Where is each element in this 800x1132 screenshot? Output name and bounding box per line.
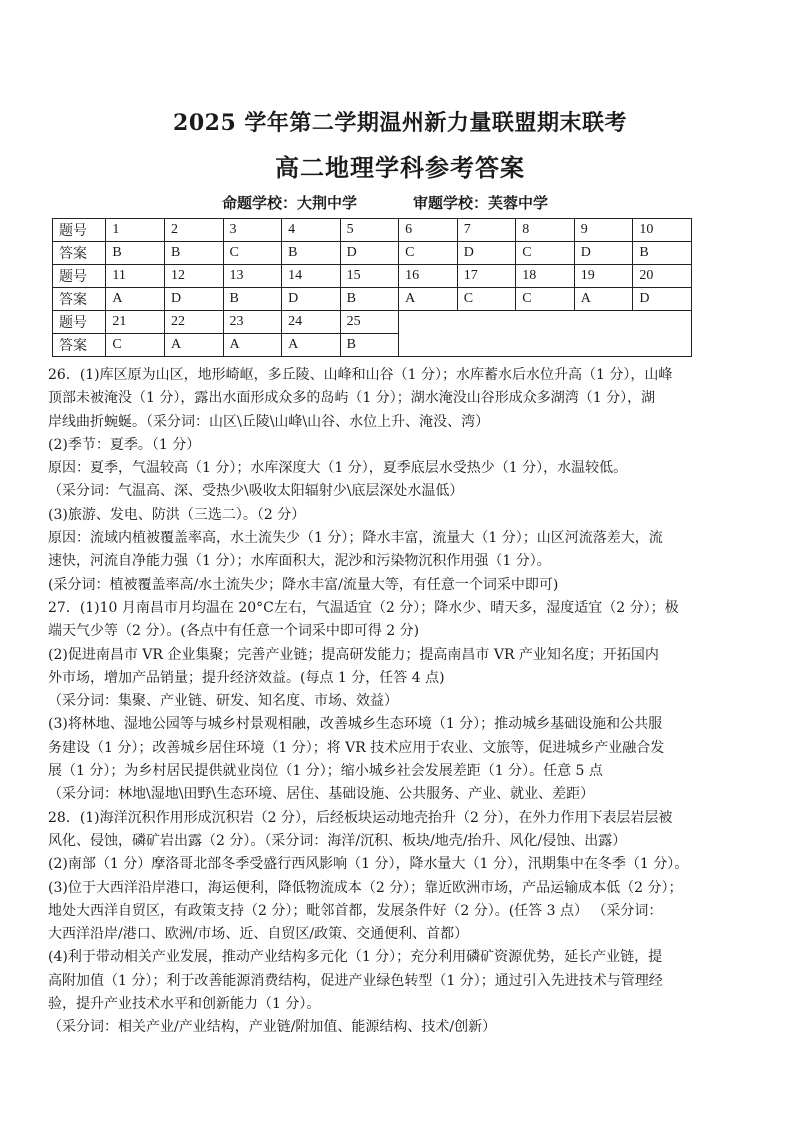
answer-cell: A [164, 334, 223, 357]
question-number-cell: 4 [282, 219, 341, 242]
answer-line: 26．(1)库区原为山区，地形崎岖，多丘陵、山峰和山谷（1 分）；水库蓄水后水位升高（1 分），山峰 [48, 367, 673, 383]
question-number-row [53, 311, 692, 334]
answer-explanations [48, 364, 752, 1040]
question-number-cell: 2 [164, 219, 223, 242]
empty-cell [574, 311, 633, 334]
answer-line: (3)位于大西洋沿岸港口，海运便利，降低物流成本（2 分）；靠近欧洲市场，产品运输成本低（2 分）； [48, 879, 683, 896]
empty-cell [399, 334, 458, 357]
answer-row [53, 334, 692, 357]
question-label-cell: 题号 [53, 311, 106, 334]
answer-cell: D [457, 242, 516, 265]
answer-line: 28．(1)海洋沉积作用形成沉积岩（2 分），后经板块运动地壳抬升（2 分），在外力作用下表层岩层被 [48, 809, 673, 826]
question-number-cell: 3 [223, 219, 282, 242]
answer-row [53, 288, 692, 311]
answer-cell: B [340, 334, 399, 357]
answer-cell: B [282, 242, 341, 265]
empty-cell [574, 334, 633, 357]
answer-line: 展（1 分）；为乡村居民提供就业岗位（1 分）；缩小城乡社会发展差距（1 分）。任意 5 点 [48, 763, 603, 780]
question-number-cell: 22 [164, 311, 223, 334]
answer-line: 原因：流域内植被覆盖率高，水土流失少（1 分）；降水丰富，流量大（1 分）；山区河流落差大，流 [48, 530, 663, 547]
answer-line: 岸线曲折蜿蜒。（采分词：山区\丘陵\山峰\山谷、水位上升、淹没、湾） [48, 413, 490, 430]
question-number-cell: 5 [340, 219, 399, 242]
answer-line: 大西洋沿岸/港口、欧洲/市场、近、自贸区/政策、交通便利、首都） [48, 926, 469, 943]
answer-cell: C [516, 242, 575, 265]
answer-cell: D [282, 288, 341, 311]
answer-line: (2)季节：夏季。（1 分） [48, 436, 201, 453]
answer-line: （采分词：气温高、深、受热少\吸收太阳辐射少\底层深处水温低） [48, 483, 464, 500]
question-number-cell: 6 [399, 219, 458, 242]
answer-row [53, 242, 692, 265]
answer-cell: C [516, 288, 575, 311]
answer-cell: C [106, 334, 165, 357]
question-number-cell: 14 [282, 265, 341, 288]
answer-line: 端天气少等（2 分）。(各点中有任意一个词采中即可得 2 分) [48, 623, 420, 640]
question-number-cell: 19 [574, 265, 633, 288]
answer-line: (3)将林地、湿地公园等与城乡村景观相融，改善城乡生态环境（1 分）；推动城乡基础设施和公共服 [48, 716, 663, 733]
empty-cell [399, 311, 458, 334]
reviewer-school: 审题学校：芙蓉中学 [413, 194, 549, 212]
answer-line: （采分词：集聚、产业链、研发、知名度、市场、效益） [48, 693, 398, 710]
empty-cell [516, 334, 575, 357]
answer-cell: C [399, 242, 458, 265]
answer-cell: A [282, 334, 341, 357]
answer-cell: A [399, 288, 458, 311]
answer-cell: A [106, 288, 165, 311]
question-number-cell: 9 [574, 219, 633, 242]
answer-line: 验，提升产业技术水平和创新能力（1 分）。 [48, 996, 321, 1013]
page-title: 2025 学年第二学期温州新力量联盟期末联考 [173, 110, 627, 136]
answer-cell: D [340, 242, 399, 265]
question-number-cell: 18 [516, 265, 575, 288]
answer-line: 地处大西洋自贸区，有政策支持（2 分）；毗邻首都，发展条件好（2 分）。(任答 3 点） （采分词： [48, 902, 663, 919]
answer-line: 原因：夏季，气温较高（1 分）；水库深度大（1 分），夏季底层水受热少（1 分），水温较低。 [48, 460, 628, 477]
answer-line: 高附加值（1 分）；利于改善能源消费结构，促进产业绿色转型（1 分）；通过引入先进技术与管理经 [48, 972, 663, 989]
empty-cell [457, 311, 516, 334]
question-label-cell: 题号 [53, 219, 106, 242]
answer-line: (2)南部（1 分）摩洛哥北部冬季受盛行西风影响（1 分），降水量大（1 分），汛期集中在冬季（1 分）。 [48, 856, 689, 873]
answer-line: (3)旅游、发电、防洪（三选二）。（2 分） [48, 506, 306, 523]
page-subtitle: 高二地理学科参考答案 [275, 153, 525, 182]
answer-label-cell: 答案 [53, 242, 106, 265]
question-number-cell: 10 [633, 219, 692, 242]
question-label-cell: 题号 [53, 265, 106, 288]
answer-cell: A [574, 288, 633, 311]
answer-line: 顶部未被淹没（1 分），露出水面形成众多的岛屿（1 分）；湖水淹没山谷形成众多湖湾（1 分），湖 [48, 390, 656, 407]
question-number-cell: 21 [106, 311, 165, 334]
answer-cell: B [223, 288, 282, 311]
empty-cell [633, 311, 692, 334]
school-info [222, 192, 548, 213]
answer-cell: B [340, 288, 399, 311]
answer-cell: C [223, 242, 282, 265]
answer-line: (采分词：植被覆盖率高/水土流失少；降水丰富/流量大等，有任意一个词采中即可) [48, 576, 559, 593]
answer-line: 外市场，增加产品销量；提升经济效益。(每点 1 分，任答 4 点) [48, 669, 445, 686]
question-number-cell: 1 [106, 219, 165, 242]
answer-line: (4)利于带动相关产业发展，推动产业结构多元化（1 分）；充分利用磷矿资源优势，延长产业链，提 [48, 949, 663, 966]
question-number-cell: 13 [223, 265, 282, 288]
question-number-cell: 7 [457, 219, 516, 242]
answer-line: 速快，河流自净能力强（1 分）；水库面积大，泥沙和污染物沉积作用强（1 分）。 [48, 553, 551, 570]
answer-label-cell: 答案 [53, 334, 106, 357]
answer-line: （采分词：林地\湿地\田野\生态环境、居住、基础设施、公共服务、产业、就业、差距） [48, 786, 595, 803]
answer-cell: C [457, 288, 516, 311]
answer-table [52, 218, 692, 357]
question-number-cell: 24 [282, 311, 341, 334]
question-number-cell: 8 [516, 219, 575, 242]
answer-cell: D [633, 288, 692, 311]
empty-cell [457, 334, 516, 357]
question-number-cell: 20 [633, 265, 692, 288]
answer-cell: B [633, 242, 692, 265]
empty-cell [516, 311, 575, 334]
proposer-school: 命题学校：大荆中学 [222, 194, 358, 212]
answer-cell: B [106, 242, 165, 265]
question-number-cell: 25 [340, 311, 399, 334]
answer-line: （采分词：相关产业/产业结构，产业链/附加值、能源结构、技术/创新） [48, 1019, 497, 1036]
answer-line: 27．(1)10 月南昌市月均温在 20°C左右，气温适宜（2 分）；降水少、晴天多，湿度适宜（2 分）；极 [48, 599, 679, 616]
question-number-cell: 23 [223, 311, 282, 334]
answer-cell: A [223, 334, 282, 357]
question-number-row [53, 219, 692, 242]
answer-line: (2)促进南昌市 VR 企业集聚；完善产业链；提高研发能力；提高南昌市 VR 产业知名度；开拓国内 [48, 646, 659, 663]
answer-line: 务建设（1 分）；改善城乡居住环境（1 分）；将 VR 技术应用于农业、文旅等，促进城乡产业融合发 [48, 739, 665, 756]
question-number-cell: 16 [399, 265, 458, 288]
answer-cell: D [164, 288, 223, 311]
question-number-cell: 11 [106, 265, 165, 288]
question-number-cell: 17 [457, 265, 516, 288]
answer-cell: D [574, 242, 633, 265]
question-number-cell: 12 [164, 265, 223, 288]
answer-label-cell: 答案 [53, 288, 106, 311]
question-number-cell: 15 [340, 265, 399, 288]
answer-line: 风化、侵蚀，磷矿岩出露（2 分）。（采分词：海洋/沉积、板块/地壳/抬升、风化/侵蚀、出露） [48, 832, 627, 849]
question-number-row [53, 265, 692, 288]
answer-cell: B [164, 242, 223, 265]
empty-cell [633, 334, 692, 357]
